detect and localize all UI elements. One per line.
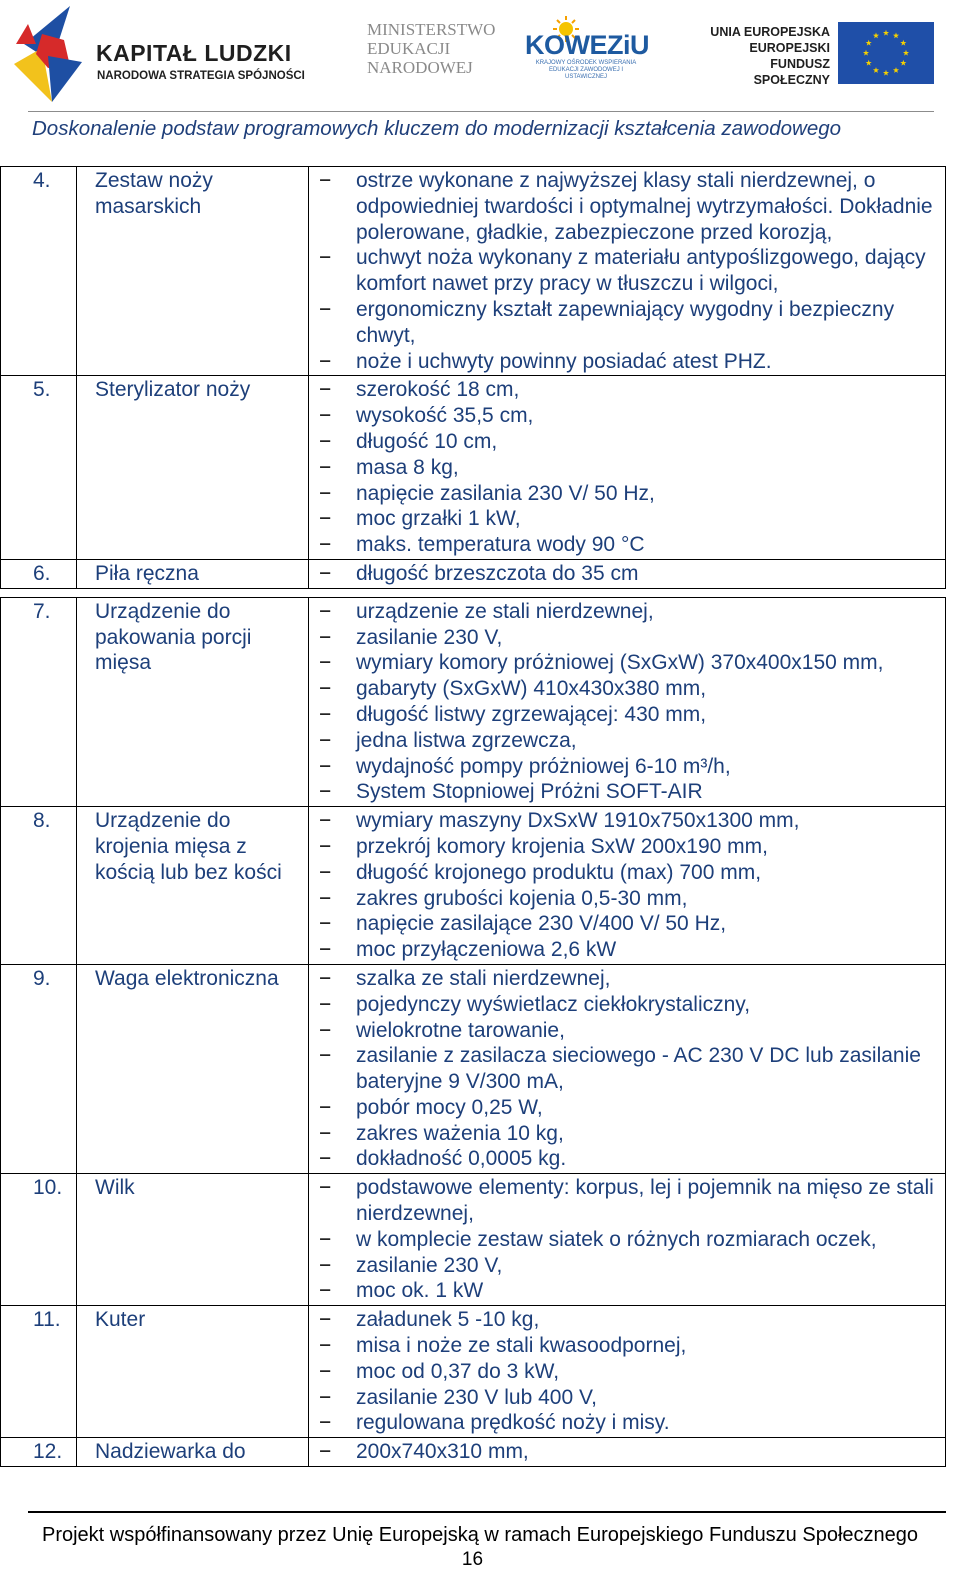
- spec-item: [319, 1307, 945, 1333]
- dash-bullet: −: [319, 728, 332, 752]
- spec-text: misa i noże ze stali kwasoodpornej,: [356, 1334, 687, 1358]
- spec-text: długość 10 cm,: [356, 429, 498, 453]
- spec-item: [319, 625, 945, 651]
- spec-item: [319, 349, 945, 375]
- spec-text: zasilanie 230 V,: [356, 1253, 503, 1277]
- item-number: [1, 1174, 77, 1306]
- spec-item: [319, 860, 945, 886]
- dash-bullet: −: [319, 1253, 332, 1277]
- item-number: [1, 964, 77, 1173]
- eu-text: [700, 24, 830, 88]
- table-row: [1, 597, 946, 806]
- item-number-text: 6.: [33, 561, 51, 585]
- item-number: [1, 807, 77, 965]
- spec-text: 200x740x310 mm,: [356, 1440, 529, 1464]
- table-row: [1, 559, 946, 588]
- spec-item: [319, 1253, 945, 1279]
- spec-item: [319, 992, 945, 1018]
- spec-item: [319, 1439, 945, 1465]
- spec-text: zasilanie 230 V,: [356, 625, 503, 649]
- eu-flag-icon: [838, 22, 934, 84]
- dash-bullet: −: [319, 297, 332, 321]
- item-number: [1, 1306, 77, 1438]
- dash-bullet: −: [319, 992, 332, 1016]
- dash-bullet: −: [319, 834, 332, 858]
- spec-text: wymiary komory próżniowej (SxGxW) 370x400x150 mm,: [356, 651, 884, 675]
- item-number-text: 8.: [33, 809, 51, 833]
- spec-item: [319, 1043, 945, 1095]
- kapital-ludzki-title: KAPITAŁ LUDZKI: [96, 40, 292, 66]
- dash-bullet: −: [319, 1176, 332, 1200]
- spec-list: [319, 1175, 945, 1304]
- dash-bullet: −: [319, 1279, 332, 1303]
- spec-text: zasilanie 230 V lub 400 V,: [356, 1385, 597, 1409]
- spec-item: [319, 168, 945, 245]
- dash-bullet: −: [319, 912, 332, 936]
- dash-bullet: −: [319, 533, 332, 557]
- dash-bullet: −: [319, 809, 332, 833]
- spec-item: [319, 886, 945, 912]
- spec-list: [319, 599, 945, 805]
- spec-list: [319, 377, 945, 558]
- dash-bullet: −: [319, 1440, 332, 1464]
- spec-text: ostrze wykonane z najwyższej klasy stali nierdzewnej, o odpowiedniej twardości i optymalnej wytrzymałości. Dokładnie polerowane, gładkie, zabezpieczone przed korozją,: [356, 169, 933, 244]
- spec-item: [319, 1385, 945, 1411]
- kapital-ludzki-star-icon: [12, 4, 86, 104]
- spec-item: [319, 403, 945, 429]
- item-number-text: 10.: [33, 1176, 63, 1200]
- dash-bullet: −: [319, 1308, 332, 1332]
- item-specs: [309, 1174, 946, 1306]
- spec-text: zakres grubości kojenia 0,5-30 mm,: [356, 886, 688, 910]
- dash-bullet: −: [319, 1044, 332, 1068]
- spec-item: [319, 429, 945, 455]
- item-specs: [309, 1306, 946, 1438]
- kapital-ludzki-logo: [8, 4, 328, 104]
- spec-item: [319, 1227, 945, 1253]
- spec-item: [319, 1359, 945, 1385]
- spec-item: [319, 297, 945, 349]
- spec-text: moc grzałki 1 kW,: [356, 507, 521, 531]
- spec-item: [319, 455, 945, 481]
- dash-bullet: −: [319, 507, 332, 531]
- spec-text: długość krojonego produktu (max) 700 mm,: [356, 860, 762, 884]
- gap-cell: [1, 588, 946, 597]
- dash-bullet: −: [319, 938, 332, 962]
- spec-text: masa 8 kg,: [356, 455, 459, 479]
- dash-bullet: −: [319, 169, 332, 192]
- spec-text: pobór mocy 0,25 W,: [356, 1095, 543, 1119]
- dash-bullet: −: [319, 702, 332, 726]
- spec-item: [319, 966, 945, 992]
- table-row: [1, 1306, 946, 1438]
- spec-text: maks. temperatura wody 90 °C: [356, 533, 645, 557]
- spec-text: przekrój komory krojenia SxW 200x190 mm,: [356, 834, 768, 858]
- item-specs: [309, 807, 946, 965]
- spec-text: moc przyłączeniowa 2,6 kW: [356, 938, 617, 962]
- item-number: [1, 376, 77, 560]
- spec-item: [319, 650, 945, 676]
- item-number-text: 5.: [33, 378, 51, 402]
- spec-item: [319, 377, 945, 403]
- page-number: 16: [461, 1549, 484, 1570]
- project-subtitle: Doskonalenie podstaw programowych kluczem do modernizacji kształcenia zawodowego: [32, 117, 842, 140]
- item-number-text: 4.: [33, 169, 51, 192]
- spec-item: [319, 808, 945, 834]
- spec-text: podstawowe elementy: korpus, lej i pojemnik na mięso ze stali nierdzewnej,: [356, 1176, 934, 1226]
- item-specs: [309, 376, 946, 560]
- item-name: Nadziewarka do: [77, 1438, 309, 1467]
- table-row: [1, 807, 946, 965]
- spec-item: [319, 754, 945, 780]
- spec-list: [319, 168, 945, 374]
- dash-bullet: −: [319, 455, 332, 479]
- table-row: [1, 1174, 946, 1306]
- spec-item: [319, 245, 945, 297]
- item-specs: [309, 597, 946, 806]
- eu-logo: [700, 22, 940, 87]
- spec-text: noże i uchwyty powinny posiadać atest PHZ.: [356, 349, 772, 373]
- dash-bullet: −: [319, 1227, 332, 1251]
- spec-text: jedna listwa zgrzewcza,: [356, 728, 577, 752]
- ministry-line-2: EDUKACJI: [367, 39, 451, 58]
- spec-list: [319, 561, 945, 587]
- dash-bullet: −: [319, 1095, 332, 1119]
- item-number: [1, 559, 77, 588]
- dash-bullet: −: [319, 404, 332, 428]
- spec-item: [319, 506, 945, 532]
- spec-text: urządzenie ze stali nierdzewnej,: [356, 599, 654, 623]
- spec-text: dokładność 0,0005 kg.: [356, 1147, 567, 1171]
- spec-text: gabaryty (SxGxW) 410x430x380 mm,: [356, 677, 707, 701]
- spec-list: [319, 966, 945, 1172]
- spec-text: długość brzeszczota do 35 cm: [356, 561, 639, 585]
- spec-item: [319, 834, 945, 860]
- spec-item: [319, 481, 945, 507]
- header-logos: [0, 0, 960, 110]
- dash-bullet: −: [319, 1411, 332, 1435]
- spec-text: długość listwy zgrzewającej: 430 mm,: [356, 702, 707, 726]
- table-row: [1, 1438, 946, 1467]
- table-row: [1, 964, 946, 1173]
- ministry-logo: [367, 20, 507, 77]
- dash-bullet: −: [319, 561, 332, 585]
- spec-list: [319, 1439, 945, 1465]
- dash-bullet: −: [319, 1359, 332, 1383]
- spec-item: [319, 532, 945, 558]
- spec-item: [319, 1146, 945, 1172]
- koweziu-title: KOWEZiU: [525, 30, 649, 60]
- item-number: [1, 1438, 77, 1467]
- item-name: Urządzenie do krojenia mięsa z kością lub bez kości: [77, 807, 309, 965]
- spec-item: [319, 1410, 945, 1436]
- spec-text: wielokrotne tarowanie,: [356, 1018, 565, 1042]
- kapital-ludzki-subtitle: NARODOWA STRATEGIA SPÓJNOŚCI: [97, 70, 305, 82]
- spec-text: napięcie zasilające 230 V/400 V/ 50 Hz,: [356, 912, 727, 936]
- dash-bullet: −: [319, 966, 332, 990]
- item-specs: [309, 1438, 946, 1467]
- spec-text: moc od 0,37 do 3 kW,: [356, 1359, 560, 1383]
- koweziu-subtitle: KRAJOWY OŚRODEK WSPIERANIA EDUKACJI ZAWODOWEJ I USTAWICZNEJ: [535, 60, 637, 80]
- spec-item: [319, 1333, 945, 1359]
- spec-text: wydajność pompy próżniowej 6-10 m³/h,: [356, 754, 731, 778]
- spec-item: [319, 1175, 945, 1227]
- spec-item: [319, 599, 945, 625]
- dash-bullet: −: [319, 1018, 332, 1042]
- spec-item: [319, 702, 945, 728]
- spec-text: pojedynczy wyświetlacz ciekłokrystaliczny,: [356, 992, 751, 1016]
- spec-item: [319, 1095, 945, 1121]
- item-name: Zestaw noży masarskich: [77, 167, 309, 376]
- eu-line-2: EUROPEJSKI: [749, 41, 830, 55]
- equipment-spec-table: [0, 166, 948, 1467]
- item-name: Kuter: [77, 1306, 309, 1438]
- dash-bullet: −: [319, 246, 332, 270]
- table-row: [1, 167, 946, 376]
- dash-bullet: −: [319, 481, 332, 505]
- dash-bullet: −: [319, 860, 332, 884]
- spec-list: [319, 808, 945, 963]
- item-name: Sterylizator noży: [77, 376, 309, 560]
- dash-bullet: −: [319, 754, 332, 778]
- spec-text: moc ok. 1 kW: [356, 1279, 484, 1303]
- dash-bullet: −: [319, 1147, 332, 1171]
- spec-text: zasilanie z zasilacza sieciowego - AC 230 V DC lub zasilanie bateryjne 9 V/300 mA,: [356, 1044, 921, 1094]
- spec-text: regulowana prędkość noży i misy.: [356, 1411, 670, 1435]
- spec-list: [319, 1307, 945, 1436]
- spec-text: w komplecie zestaw siatek o różnych rozmiarach oczek,: [356, 1227, 877, 1251]
- table-row: [1, 376, 946, 560]
- item-specs: [309, 964, 946, 1173]
- spec-text: wysokość 35,5 cm,: [356, 404, 534, 428]
- footer-text: Projekt współfinansowany przez Unię Europejską w ramach Europejskiego Funduszu Społecznego: [41, 1524, 919, 1546]
- header-divider: [28, 111, 934, 112]
- spec-text: napięcie zasilania 230 V/ 50 Hz,: [356, 481, 655, 505]
- dash-bullet: −: [319, 349, 332, 373]
- item-number-text: 9.: [33, 966, 51, 990]
- spec-item: [319, 561, 945, 587]
- item-number-text: 12.: [33, 1440, 63, 1464]
- dash-bullet: −: [319, 599, 332, 623]
- table-gap: [1, 588, 946, 597]
- spec-item: [319, 676, 945, 702]
- spec-text: szerokość 18 cm,: [356, 378, 520, 402]
- dash-bullet: −: [319, 625, 332, 649]
- item-number-text: 11.: [33, 1308, 61, 1332]
- footer-divider: [28, 1511, 946, 1513]
- dash-bullet: −: [319, 1385, 332, 1409]
- koweziu-logo: [525, 16, 649, 80]
- item-name: Wilk: [77, 1174, 309, 1306]
- spec-item: [319, 1121, 945, 1147]
- dash-bullet: −: [319, 780, 332, 804]
- spec-item: [319, 937, 945, 963]
- dash-bullet: −: [319, 1334, 332, 1358]
- item-number: [1, 167, 77, 376]
- item-number: [1, 597, 77, 806]
- spec-item: [319, 1018, 945, 1044]
- spec-text: uchwyt noża wykonany z materiału antypoślizgowego, dający komfort nawet przy pracy w tłuszczu i wilgoci,: [356, 246, 926, 296]
- spec-item: [319, 728, 945, 754]
- item-specs: [309, 559, 946, 588]
- spec-text: załadunek 5 -10 kg,: [356, 1308, 540, 1332]
- dash-bullet: −: [319, 886, 332, 910]
- dash-bullet: −: [319, 429, 332, 453]
- spec-text: ergonomiczny kształt zapewniający wygodny i bezpieczny chwyt,: [356, 297, 895, 347]
- eu-line-3: FUNDUSZ SPOŁECZNY: [753, 57, 830, 87]
- dash-bullet: −: [319, 1121, 332, 1145]
- item-number-text: 7.: [33, 599, 51, 623]
- eu-line-1: UNIA EUROPEJSKA: [710, 25, 830, 39]
- dash-bullet: −: [319, 677, 332, 701]
- ministry-line-3: NARODOWEJ: [367, 58, 473, 77]
- item-name: Waga elektroniczna: [77, 964, 309, 1173]
- item-specs: [309, 167, 946, 376]
- spec-item: [319, 779, 945, 805]
- dash-bullet: −: [319, 378, 332, 402]
- spec-item: [319, 1278, 945, 1304]
- spec-text: System Stopniowej Próżni SOFT-AIR: [356, 780, 703, 804]
- spec-text: szalka ze stali nierdzewnej,: [356, 966, 611, 990]
- item-name: Piła ręczna: [77, 559, 309, 588]
- dash-bullet: −: [319, 651, 332, 675]
- item-name: Urządzenie do pakowania porcji mięsa: [77, 597, 309, 806]
- spec-item: [319, 911, 945, 937]
- spec-table: [0, 166, 946, 1467]
- ministry-line-1: MINISTERSTWO: [367, 20, 496, 39]
- spec-text: wymiary maszyny DxSxW 1910x750x1300 mm,: [356, 809, 800, 833]
- spec-text: zakres ważenia 10 kg,: [356, 1121, 564, 1145]
